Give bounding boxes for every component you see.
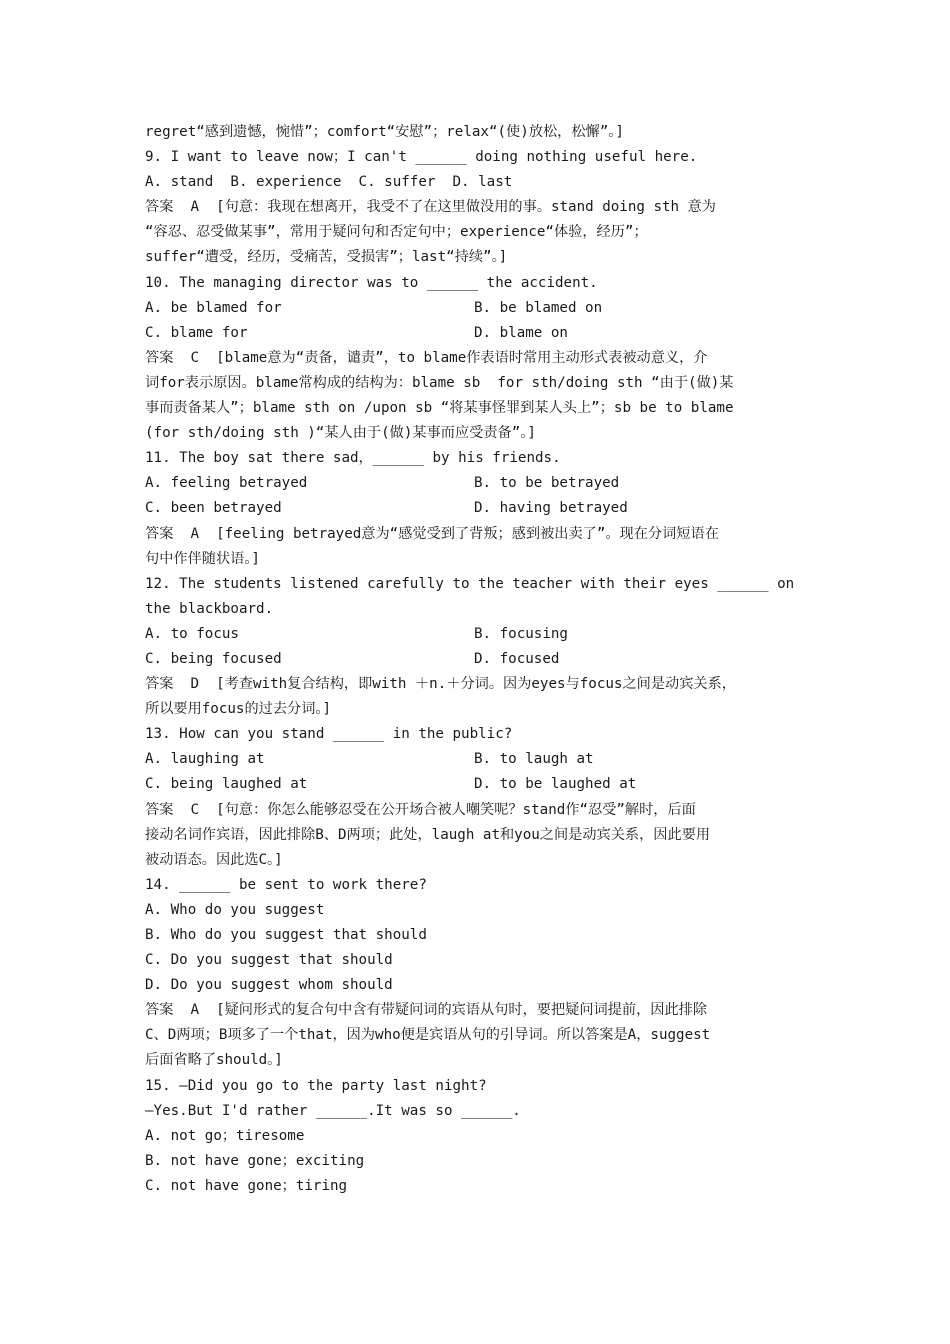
option-c: C. been betrayed [145, 500, 282, 517]
answer-line: 词for表示原因。blame常构成的结构为：blame sb for sth/doing sth “由于(做)某 [145, 374, 734, 391]
answer-line: 句中作伴随状语。] [145, 550, 260, 567]
option-b: B. to be betrayed [474, 475, 620, 492]
option-c: C. being laughed at [145, 776, 308, 793]
document-page [145, 120, 810, 1199]
option-a: A. to focus [145, 625, 239, 642]
option-b: B. not have gone；exciting [145, 1152, 365, 1169]
answer-line: 答案 C [blame意为“责备，谴责”，to blame作表语时常用主动形式表被动意义，介 [145, 349, 708, 366]
answer-line: 答案 D [考查with复合结构，即with ＋n.＋分词。因为eyes与focus之间是动宾关系， [145, 676, 736, 693]
options-row [145, 321, 810, 346]
text-line: regret“感到遗憾，惋惜”；comfort“安慰”；relax“(使)放松，松懈”。] [145, 124, 624, 140]
option-b: B. Who do you suggest that should [145, 927, 427, 943]
option-c: C. blame for [145, 324, 248, 341]
option-d: D. focused [474, 650, 560, 667]
question-9-options: A. stand B. experience C. suffer D. last [145, 174, 513, 191]
option-d: D. Do you suggest whom should [145, 977, 393, 994]
question-10-stem: 10. The managing director was to ______ the accident. [145, 274, 598, 291]
question-14-stem: 14. ______ be sent to work there? [145, 876, 427, 893]
options-row [145, 496, 810, 521]
options-row [145, 747, 810, 772]
question-15-stem: 15. —Did you go to the party last night? [145, 1077, 487, 1094]
option-a: A. be blamed for [145, 299, 282, 316]
options-row [145, 471, 810, 496]
answer-line: 事而责备某人”；blame sth on /upon sb “将某事怪罪到某人头上”；sb be to blame [145, 400, 734, 417]
option-a: A. laughing at [145, 751, 265, 768]
options-row [145, 647, 810, 672]
option-b: B. to laugh at [474, 751, 594, 768]
answer-line: 答案 A [feeling betrayed意为“感觉受到了背叛；感到被出卖了”。现在分词短语在 [145, 525, 719, 542]
option-b: B. be blamed on [474, 299, 603, 316]
answer-line: C、D两项；B项多了一个that，因为who便是宾语从句的引导词。所以答案是A，suggest [145, 1027, 711, 1044]
option-a: A. not go；tiresome [145, 1127, 305, 1144]
answer-line: “容忍、忍受做某事”，常用于疑问句和否定句中；experience“体验，经历”； [145, 224, 648, 241]
option-d: D. having betrayed [474, 500, 628, 517]
answer-line: 答案 A [句意：我现在想离开，我受不了在这里做没用的事。stand doing sth 意为 [145, 199, 716, 216]
answer-line: (for sth/doing sth )“某人由于(做)某事而应受责备”。] [145, 425, 536, 442]
answer-line: 后面省略了should。] [145, 1052, 283, 1069]
option-a: A. Who do you suggest [145, 901, 325, 918]
options-row [145, 622, 810, 647]
answer-line: 被动语态。因此选C。] [145, 851, 283, 868]
options-row [145, 296, 810, 321]
option-c: C. not have gone；tiring [145, 1177, 348, 1194]
answer-line: suffer“遭受，经历，受痛苦，受损害”；last“持续”。] [145, 249, 508, 266]
answer-line: 答案 C [句意：你怎么能够忍受在公开场合被人嘲笑呢？stand作“忍受”解时，后面 [145, 801, 696, 818]
question-12-stem-cont: the blackboard. [145, 600, 274, 617]
question-11-stem: 11. The boy sat there sad，______ by his friends. [145, 450, 561, 467]
option-c: C. being focused [145, 650, 282, 667]
question-15-stem-cont: —Yes.But I'd rather ______.It was so ______. [145, 1102, 521, 1119]
option-c: C. Do you suggest that should [145, 952, 393, 969]
answer-line: 答案 A [疑问形式的复合句中含有带疑问词的宾语从句时，要把疑问词提前，因此排除 [145, 1002, 708, 1019]
question-13-stem: 13. How can you stand ______ in the public? [145, 726, 513, 743]
option-d: D. to be laughed at [474, 776, 637, 793]
option-d: D. blame on [474, 324, 568, 341]
option-b: B. focusing [474, 625, 568, 642]
answer-line: 所以要用focus的过去分词。] [145, 701, 332, 718]
answer-line: 接动名词作宾语，因此排除B、D两项；此处，laugh at和you之间是动宾关系，因此要用 [145, 826, 711, 843]
options-row [145, 772, 810, 797]
question-12-stem: 12. The students listened carefully to the teacher with their eyes ______ on [145, 575, 795, 592]
question-9-stem: 9. I want to leave now；I can't ______ doing nothing useful here. [145, 149, 698, 166]
option-a: A. feeling betrayed [145, 475, 308, 492]
